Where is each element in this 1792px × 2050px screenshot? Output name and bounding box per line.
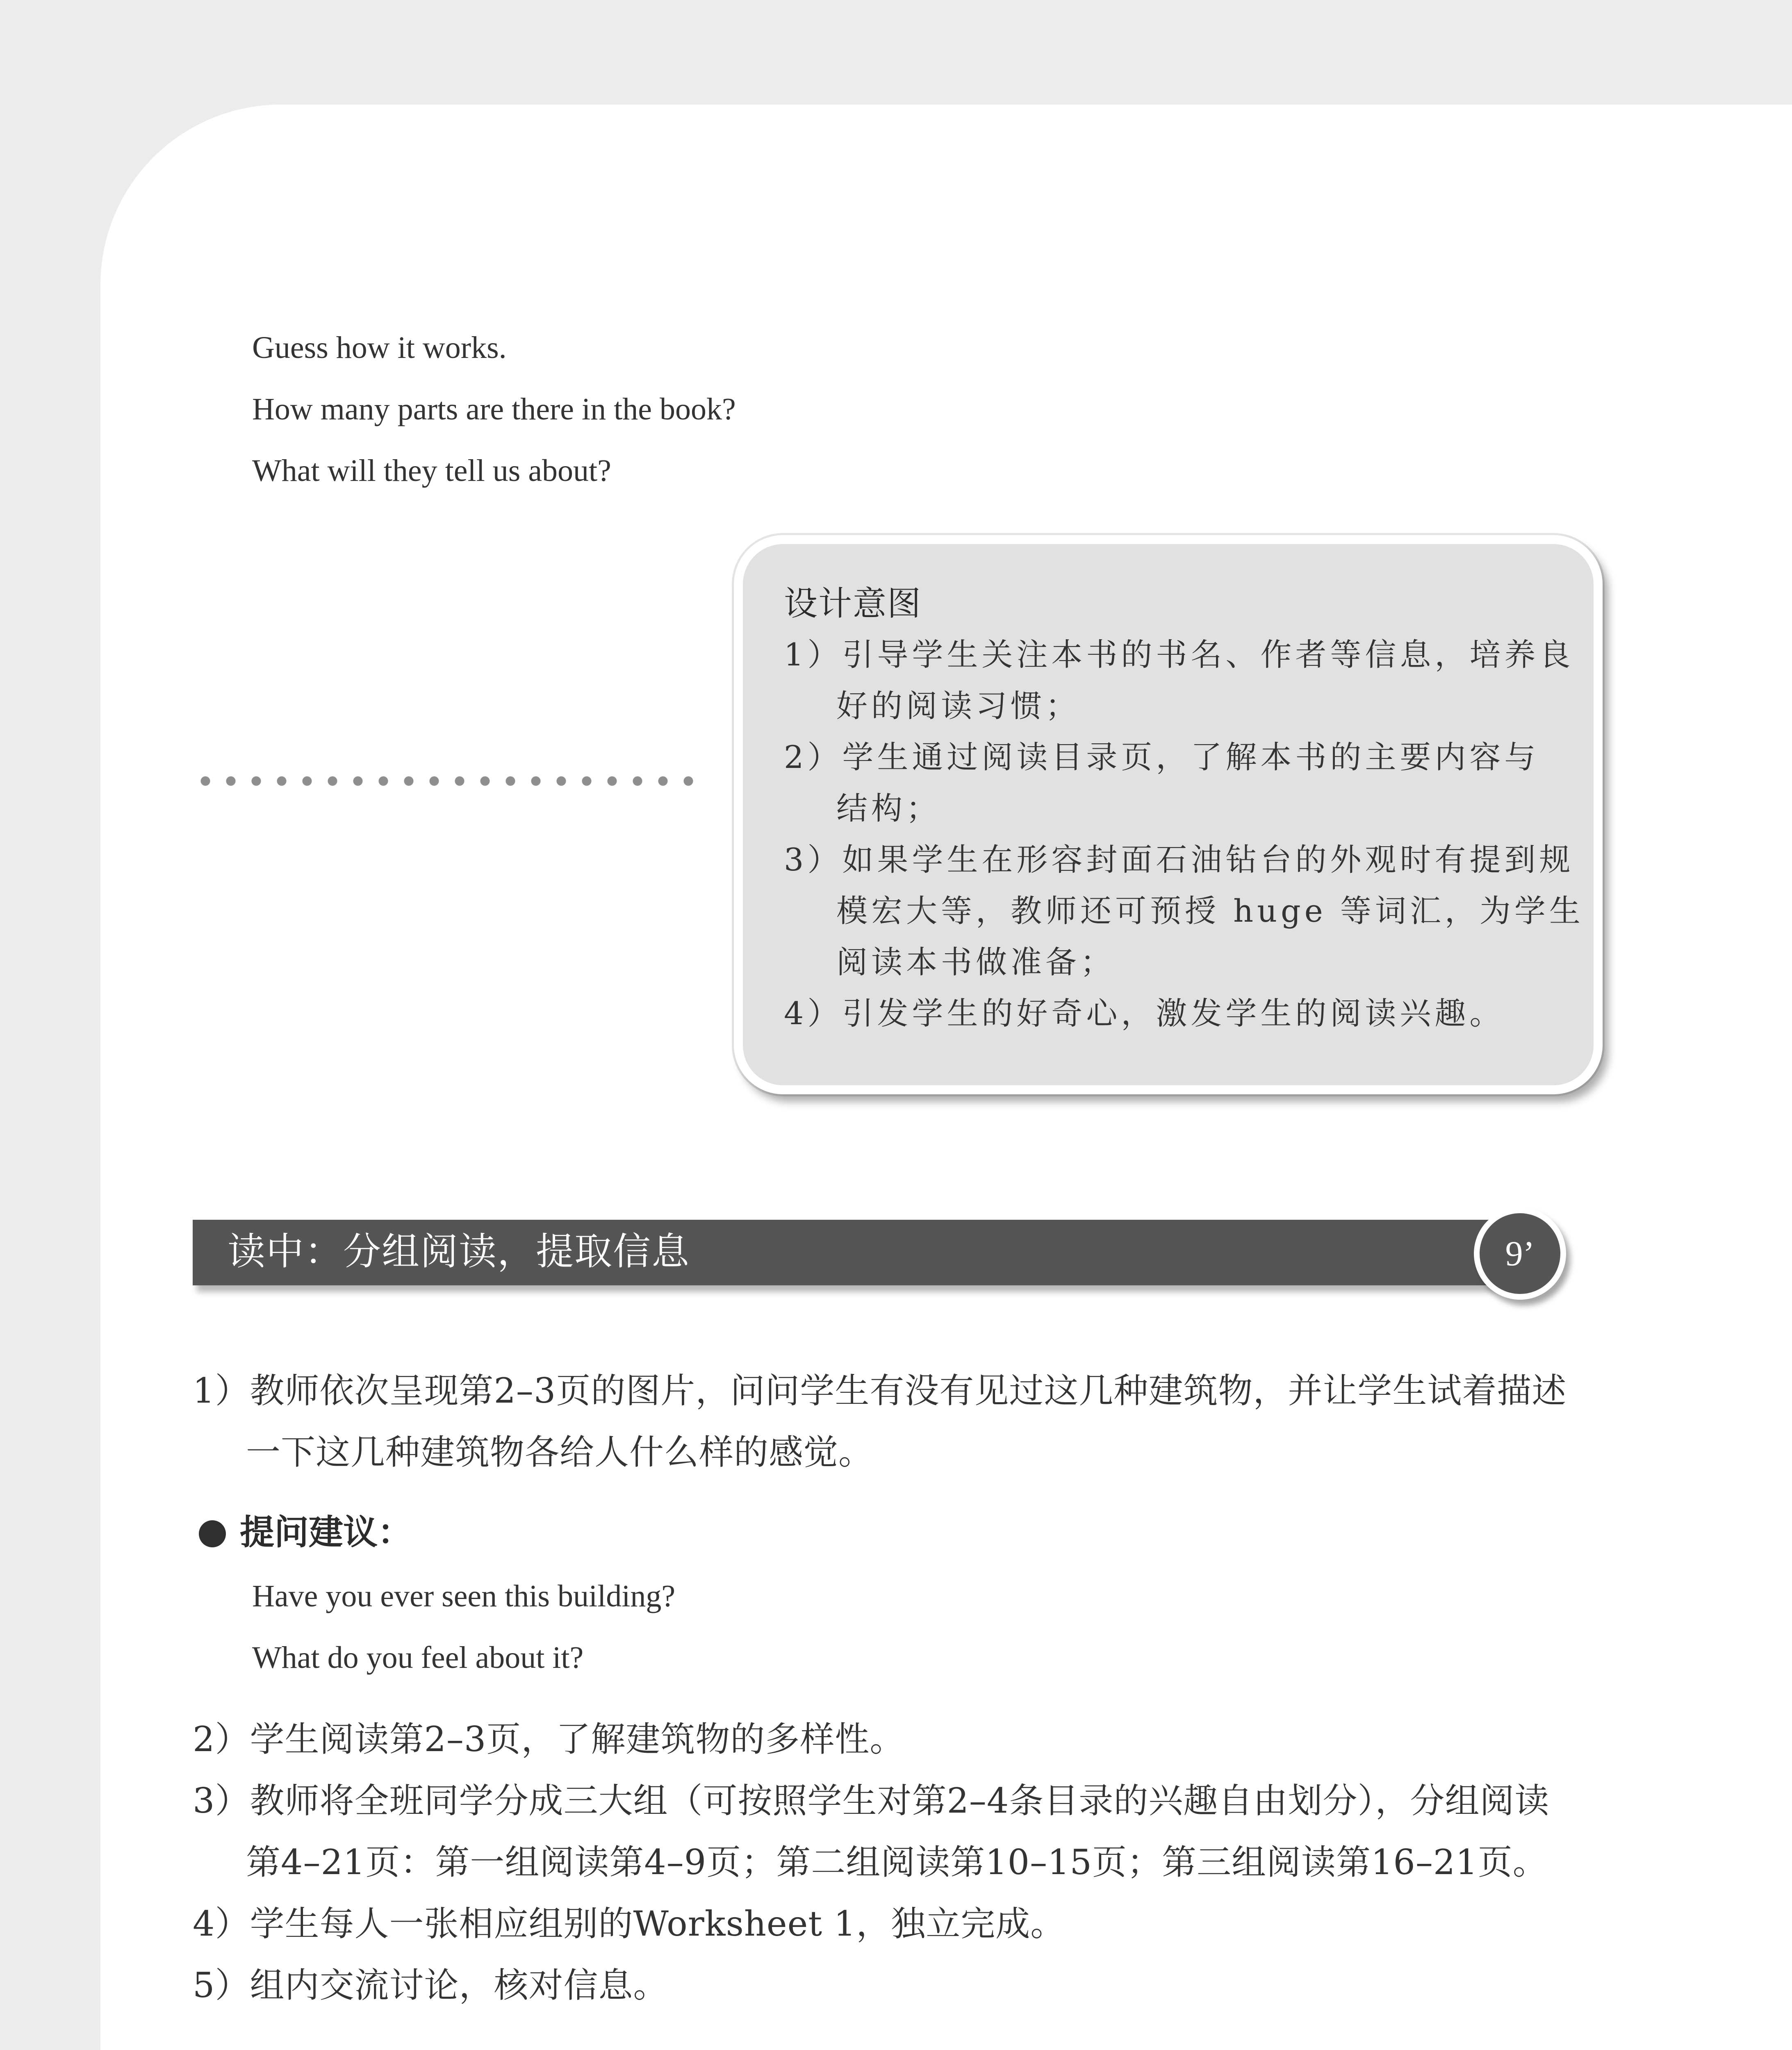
design-intent-line: 阅读本书做准备； — [836, 944, 1115, 980]
suggestion-question: What do you feel about it? — [252, 1640, 584, 1675]
step-line: 第4–21页：第一组阅读第4–9页；第二组阅读第10–15页；第三组阅读第16–21页。 — [246, 1842, 1548, 1882]
step-line: 2）学生阅读第2–3页，了解建筑物的多样性。 — [193, 1719, 905, 1759]
design-intent-line: 2）学生通过阅读目录页，了解本书的主要内容与 — [784, 739, 1539, 775]
step-line: 一下这几种建筑物各给人什么样的感觉。 — [246, 1432, 874, 1472]
section-title: 读中：分组阅读，提取信息 — [228, 1230, 690, 1273]
design-intent-line: 1）引导学生关注本书的书名、作者等信息，培养良 — [784, 636, 1574, 673]
dotted-connector — [193, 775, 701, 787]
design-intent-line: 模宏大等，教师还可预授 huge 等词汇，为学生 — [836, 893, 1584, 929]
intro-question: What will they tell us about? — [252, 453, 611, 488]
time-badge: 9’ — [1474, 1207, 1566, 1300]
intro-question: How many parts are there in the book? — [252, 392, 736, 426]
bullet-icon — [199, 1520, 226, 1547]
step-line: 1）教师依次呈现第2–3页的图片，问问学生有没有见过这几种建筑物，并让学生试着描述 — [193, 1371, 1567, 1411]
design-intent-title: 设计意图 — [784, 584, 922, 623]
step-line: 4）学生每人一张相应组别的Worksheet 1，独立完成。 — [193, 1904, 1066, 1944]
suggestion-label: 提问建议： — [240, 1512, 412, 1552]
design-intent-line: 4）引发学生的好奇心，激发学生的阅读兴趣。 — [784, 995, 1505, 1032]
section-header-bar — [193, 1220, 1501, 1285]
design-intent-line: 3）如果学生在形容封面石油钻台的外观时有提到规 — [784, 841, 1574, 878]
design-intent-line: 好的阅读习惯； — [836, 688, 1080, 724]
step-line: 3）教师将全班同学分成三大组（可按照学生对第2–4条目录的兴趣自由划分），分组阅读 — [193, 1781, 1550, 1821]
design-intent-box — [734, 535, 1603, 1094]
intro-question: Guess how it works. — [252, 330, 507, 365]
design-intent-line: 结构； — [836, 790, 941, 827]
suggestion-question: Have you ever seen this building? — [252, 1579, 676, 1613]
step-line: 5）组内交流讨论，核对信息。 — [193, 1965, 668, 2005]
